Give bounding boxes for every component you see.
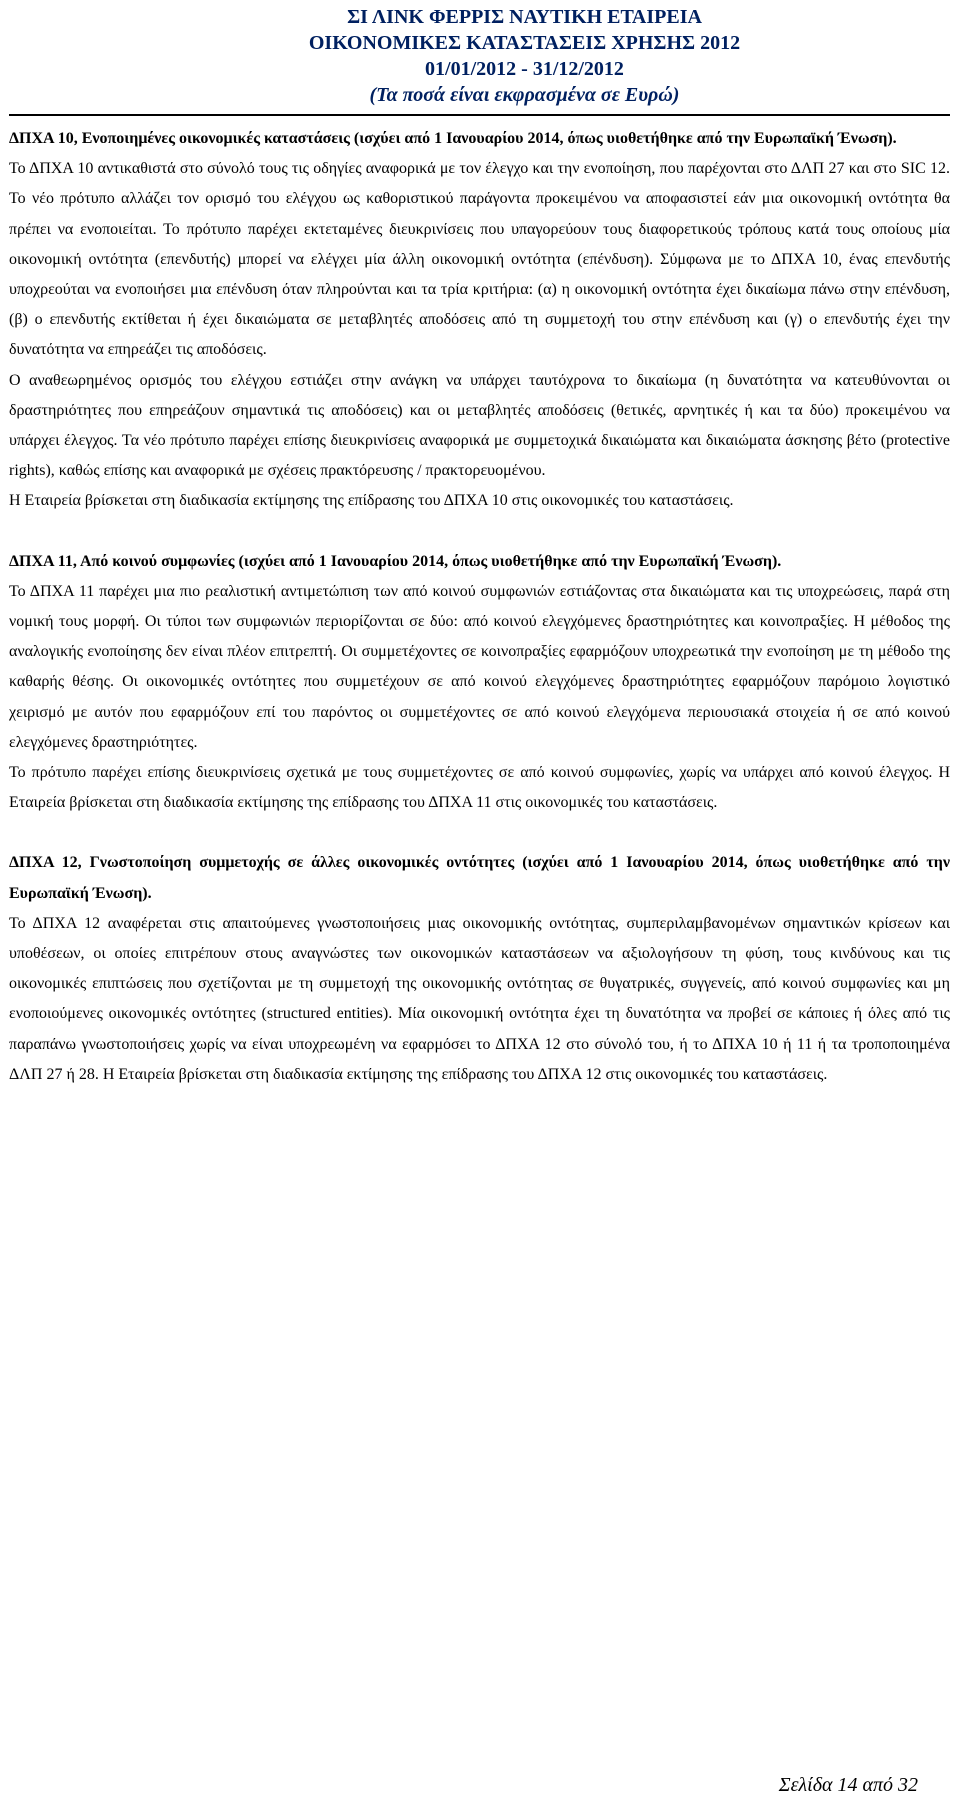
document-body: [9, 124, 950, 1090]
section-heading-ifrs10: ΔΠΧΑ 10, Ενοποιημένες οικονομικές καταστάσεις (ισχύει από 1 Ιανουαρίου 2014, όπως υιοθετήθηκε από την Ευρωπαϊκή Ένωση).: [9, 130, 897, 147]
paragraph: Το ΔΠΧΑ 12 αναφέρεται στις απαιτούμενες γνωστοποιήσεις μιας οικονομικής οντότητας, συμπεριλαμβανομένων σημαντικών κρίσεων και υποθέσεων, οι οποίες επιτρέπουν στους αναγνώστες των οικονομικών καταστάσεων να αξιολογήσουν τη φύση, τους κινδύνους και τις οικονομικές επιπτώσεις που σχετίζονται με τη συμμετοχή της οικονομικής οντότητας σε θυγατρικές, συγγενείς, από κοινού συμφωνίες και μη ενοποιούμενες οικονομικές οντότητες (structured entities). Μία οικονομική οντότητα έχει τη δυνατότητα να προβεί σε κάποιες ή όλες από τις παραπάνω γνωστοποιήσεις χωρίς να είναι υποχρεωμένη να εφαρμόσει το ΔΠΧΑ 12 στο σύνολό του, ή το ΔΠΧΑ 10 ή 11 ή τα τροποποιημένα ΔΛΠ 27 ή 28. Η Εταιρεία βρίσκεται στη διαδικασία εκτίμησης της επίδρασης του ΔΠΧΑ 12 στις οικονομικές του καταστάσεις.: [9, 914, 950, 1083]
section-heading-ifrs11: ΔΠΧΑ 11, Από κοινού συμφωνίες (ισχύει από 1 Ιανουαρίου 2014, όπως υιοθετήθηκε από την Ευρωπαϊκή Ένωση).: [9, 552, 782, 570]
reporting-period: 01/01/2012 - 31/12/2012: [425, 58, 624, 80]
section-spacer: [9, 517, 950, 547]
company-name: ΣΙ ΛΙΝΚ ΦΕΡΡΙΣ ΝΑΥΤΙΚΗ ΕΤΑΙΡΕΙΑ: [347, 6, 702, 28]
page-number: Σελίδα 14 από 32: [778, 1774, 918, 1796]
paragraph: Η Εταιρεία βρίσκεται στη διαδικασία εκτίμησης της επίδρασης του ΔΠΧΑ 10 στις οικονομικές του καταστάσεις.: [9, 492, 734, 510]
section-heading-ifrs12: ΔΠΧΑ 12, Γνωστοποίηση συμμετοχής σε άλλες οικονομικές οντότητες (ισχύει από 1 Ιανουαρίου 2014, όπως υιοθετήθηκε από την Ευρωπαϊκή Ένωση).: [9, 854, 950, 902]
paragraph: Ο αναθεωρημένος ορισμός του ελέγχου εστιάζει στην ανάγκη να υπάρχει ταυτόχρονα το δικαίωμα (η δυνατότητα να κατευθύνονται οι δραστηριότητες που επηρεάζουν σημαντικά τις αποδόσεις) και οι μεταβλητές αποδόσεις (θετικές, αρνητικές ή και τα δύο) προκειμένου να υπάρχει έλεγχος. Τα νέο πρότυπο παρέχει επίσης διευκρινίσεις αναφορικά με συμμετοχικά δικαιώματα και δικαιώματα άσκησης βέτο (protective rights), καθώς επίσης και αναφορικά με σχέσεις πρακτόρευσης / πρακτορευομένου.: [9, 371, 950, 480]
paragraph: Το πρότυπο παρέχει επίσης διευκρινίσεις σχετικά με τους συμμετέχοντες σε από κοινού συμφωνίες, χωρίς να υπάρχει από κοινού έλεγχος. Η Εταιρεία βρίσκεται στη διαδικασία εκτίμησης της επίδρασης του ΔΠΧΑ 11 στις οικονομικές του καταστάσεις.: [9, 764, 950, 812]
header-divider: [9, 114, 950, 116]
paragraph: Το ΔΠΧΑ 11 παρέχει μια πιο ρεαλιστική αντιμετώπιση των από κοινού συμφωνιών εστιάζοντας στα δικαιώματα και τις υποχρεώσεις, παρά στη νομική τους μορφή. Οι τύποι των συμφωνιών περιορίζονται σε δύο: από κοινού ελεγχόμενες δραστηριότητες και κοινοπραξίες. Η μέθοδος της αναλογικής ενοποίησης δεν είναι πλέον επιτρεπτή. Οι συμμετέχοντες σε κοινοπραξίες εφαρμόζουν υποχρεωτικά την ενοποίηση με τη μέθοδο της καθαρής θέσης. Οι οικονομικές οντότητες που συμμετέχουν σε από κοινού ελεγχόμενες δραστηριότητες εφαρμόζουν παρόμοιο λογιστικό χειρισμό με αυτόν που εφαρμόζουν επί του παρόντος οι συμμετέχοντες σε από κοινού ελεγχόμενα περιουσιακά στοιχεία ή σε από κοινού ελεγχόμενες δραστηριότητες.: [9, 582, 950, 751]
currency-note: (Τα ποσά είναι εκφρασμένα σε Ευρώ): [369, 84, 680, 106]
paragraph: Το ΔΠΧΑ 10 αντικαθιστά στο σύνολό τους τις οδηγίες αναφορικά με τον έλεγχο και την ενοποίηση, που παρέχονται στο ΔΛΠ 27 και στο SIC 12. Το νέο πρότυπο αλλάζει τον ορισμό του ελέγχου ως καθοριστικού παράγοντα προκειμένου να αποφασιστεί εάν μια οικονομική οντότητα θα πρέπει να ενοποιείται. Το πρότυπο παρέχει εκτεταμένες διευκρινίσεις που υπαγορεύουν τους διαφορετικούς τρόπους κατά τους οποίους μία οικονομική οντότητα (επενδυτής) μπορεί να ελέγχει μία άλλη οικονομική οντότητα (επένδυση). Σύμφωνα με το ΔΠΧΑ 10, ένας επενδυτής υποχρεούται να ενοποιήσει μια επένδυση όταν πληρούνται και τα τρία κριτήρια: (α) η οικονομική οντότητα έχει δικαίωμα πάνω στην επένδυση, (β) ο επενδυτής εκτίθεται ή έχει δικαιώματα σε μεταβλητές αποδόσεις από τη συμμετοχή του στην επένδυση και (γ) ο επενδυτής έχει την δυνατότητα να επηρεάζει τις αποδόσεις.: [9, 160, 950, 359]
page-header: [9, 0, 950, 108]
statements-title: ΟΙΚΟΝΟΜΙΚΕΣ ΚΑΤΑΣΤΑΣΕΙΣ ΧΡΗΣΗΣ 2012: [308, 32, 741, 54]
section-spacer: [9, 818, 950, 848]
